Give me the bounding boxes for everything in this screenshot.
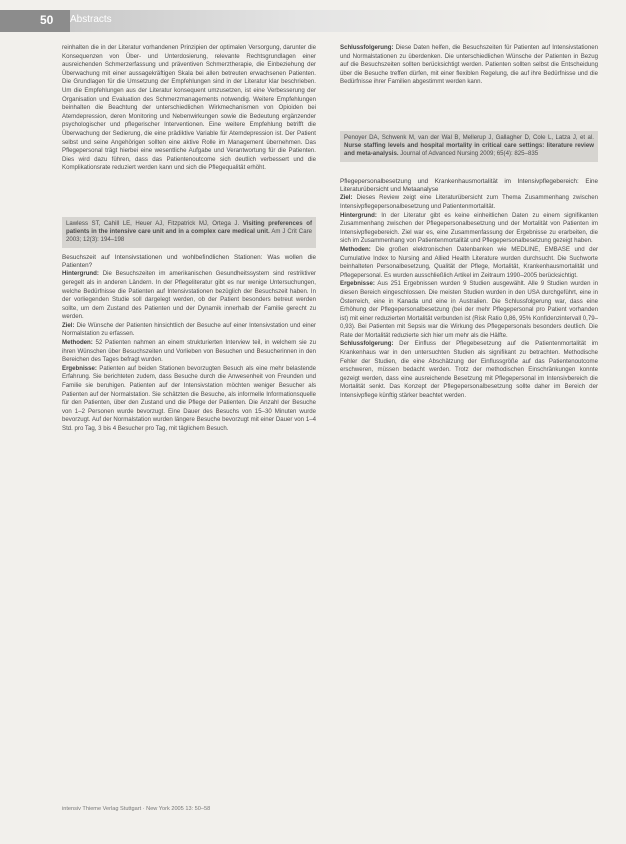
article2-title: Pflegepersonalbesetzung und Krankenhausmortalität im Intensivpflegebereich: Eine Literaturübersicht und Metaanalyse [340,177,598,193]
right-hintergrund-text: In der Literatur gibt es keine einheitlichen Daten zu einem signifikanten Zusammenhang zwischen der Pflegepersonalbesetzung und der Mortalität von Patienten im Intensivpflegebereich. Ziel war es, eine Zusammenfassung der Ergebnisse zu erarbeiten, die sich im Zusammenhang von Patientenmortalität und Pflegepersonalbesetzung gezeigt haben. [340,211,598,245]
right-schluss1-text: Diese Daten helfen, die Besuchszeiten für Patienten auf Intensivstationen und Normalstationen zu überdenken. Die unterschiedlichen Wünsche der Patienten in Bezug auf die Besuchszeiten sollten berücksichtigt werden. Patienten sollten selbst die Entscheidung über die Besuche treffen dürfen, mit einer flexiblen Regelung, die auf ihre Bedürfnisse und die Bedürfnisse ihrer Familien abgestimmt werden kann. [340,44,598,86]
left-ziel-text: Die Wünsche der Patienten hinsichtlich der Besuche auf einer Intensivstation und einer Normalstation zu erfassen. [62,321,317,338]
right-ergebnisse-label: Ergebnisse: [340,280,375,288]
left-ergebnisse [62,365,316,434]
right-methoden [340,246,598,280]
right-ziel-label: Ziel: [340,194,353,202]
article1-title: Besuchszeit auf Intensivstationen und wohlbefindlichen Stationen: Was wollen die Patienten? [62,253,316,269]
left-methoden-label: Methoden: [62,339,93,347]
right-ergebnisse-text: Aus 251 Ergebnissen wurden 9 Studien ausgewählt. Alle 9 Studien wurden in diesen Bereich eingeschlossen. Die meisten Studien wurden in den USA durchgeführt, eine in Österreich, eine in Kanada und eine in Australien. Die Schlussfolgerung war, dass eine Erhöhung der Pflegepersonalbesetzung (bei der mehr Pflegepersonal pro Patient vorhanden ist) mit einer reduzierten Mortalität verbunden ist (Risk Ratio 0,86, 95% Konfidenzintervall 0,79–0,93). Bei Patienten mit Sepsis war die Wirkung des Pflegepersonals besonders deutlich. Die Rate der Mortalität reduzierte sich hier um mehr als die Hälfte. [340,280,599,339]
right-ergebnisse [340,280,598,340]
right-schlussfolgerung-1 [340,44,598,87]
left-ziel [62,322,316,339]
right-schluss2-label: Schlussfolgerung: [340,340,394,348]
left-hintergrund-text: Die Besuchszeiten im amerikanischen Gesundheitssystem sind restriktiver geregelt als in anderen Ländern. In der Pflegeliteratur gibt es nur wenige Untersuchungen, welche Bedürfnisse die Patienten auf Intensivstationen bezüglich der Besuchszeit haben. In der vorliegenden Studie soll dargelegt werden, ob der Patient besonders betreut werden sollte, um dem Zustand des Patienten und der Dynamik innerhalb der Familie gerecht zu werden. [62,270,316,321]
right-schluss1-label: Schlussfolgerung: [340,44,394,51]
left-column [62,44,316,434]
left-ergebnisse-label: Ergebnisse: [62,364,97,372]
section-label: Abstracts [70,14,112,25]
right-schlussfolgerung-2 [340,340,598,400]
intro-paragraph: reinhalten die in der Literatur vorhandenen Prinzipien der optimalen Versorgung, darunter die Konsequenzen von Über- und Unterdosierung, relevante Rechtsgrundlagen einer ausreichenden Schmerzerfassung und präventiven Schmerztherapie, die Einbeziehung der Überwachung mit einer aussagekräftigen Skala bei allen betreuten erwachsenen Patienten. Die Grundlagen für die Umsetzung der Empfehlungen sind in der Literatur klar beschrieben. Um die Empfehlungen aus der Literatur konsequent umzusetzen, ist eine Verbesserung der Organisation und Evaluation des Schmerzmanagements notwendig. Weitere Empfehlungen beinhalten die Beachtung der unterschiedlichen Wirkmechanismen von Opioiden bei Atemdepression, deren Monitoring und Nebenwirkungen sowie die Bedeutung ergänzender psychologischer und pflegerischer Interventionen. Eine weitere Empfehlung betrifft die Überwachung der Sedierung, die eine prädiktive Variable für Atemdepression ist. Der Patient selbst und seine Angehörigen sollten eine aktive Rolle im Management übernehmen. Das Pflegepersonal trägt hierbei eine wesentliche Aufgabe und Verantwortung für die Patienten. Dies wird dazu führen, dass das Patientenoutcome sich deutlich verbessert und die Komplikationsrate reduziert werden kann und sich die Pflegequalität erhöht. [62,44,316,172]
right-ziel [340,194,598,211]
ref2-authors: Penoyer DA, Schwenk M, van der Wal B, Mellerup J, Gallagher D, Cole L, Latza J, et al. [344,133,594,141]
reference-box-1 [62,217,316,248]
page-footer: intensiv Thieme Verlag Stuttgart · New York 2005 13: 50–58 [62,806,211,812]
right-methoden-label: Methoden: [340,245,371,253]
ref1-title: Visiting preferences of patients in the intensive care unit and in a complex care medical unit. [66,219,312,236]
ref1-source: Am J Crit Care 2003; 12(3): 194–198 [66,228,313,244]
left-methoden-text: 52 Patienten nahmen an einem strukturierten Interview teil, in welchem sie zu ihren Wünschen über Besuchszeiten und Vorlieben von Besuchen und Besucherinnen in den Bereichen des Tages befragt wurden. [62,339,316,364]
right-methoden-text: Die großen elektronischen Datenbanken wie MEDLINE, EMBASE und der Cumulative Index to Nursing and Allied Health Literature wurden durchsucht. Die Suchworte beinhalteten Personalbesetzung, Qualität der Pflege, Mortalität, Krankenhausmortalität und Pflegepersonal. Es wurden ausschließlich Artikel im Zeitraum 1990–2005 berücksichtigt. [340,245,598,279]
right-hintergrund-label: Hintergrund: [340,211,377,219]
ref2-source: Journal of Advanced Nursing 2009; 65(4): 825–835 [400,150,539,158]
left-methoden [62,339,316,365]
left-ziel-label: Ziel: [62,321,75,329]
ref2-title: Nurse staffing levels and hospital mortality in critical care settings: literature review and meta-analysis. [344,142,594,158]
page-number: 50 [40,13,54,27]
right-ziel-text: Dieses Review zeigt eine Literaturübersicht zum Thema Zusammenhang zwischen Intensivpflegepersonalbesetzung und Patientenmortalität. [340,194,598,210]
left-hintergrund [62,270,316,322]
ref1-authors: Lawless ST, Cahill LE, Heuer AJ, Fitzpatrick MJ, Ortega J. [66,219,240,227]
left-ergebnisse-text: Patienten auf beiden Stationen bevorzugten Besuch als eine mehr belastende Erfahrung. Sie berichteten zudem, dass Besuche durch die Anwesenheit von Freunden und Familie sie beruhigen. Patienten auf der Intensivstation möchten weniger Besucher als Patienten auf der Normalstation. Sie schätzten die Besuche, als informelle Informationsquelle für den Patienten, über den Zustand und die Pflege der Patienten. Die Anzahl der Besuche von 1–2 Personen wurde bevorzugt. Eine Dauer des Besuchs von 15–30 Minuten wurde bevorzugt. Auf der Normalstation wurden längere Besuche bevorzugt mit einer Dauer von 1–4 Std. pro Tag, 3 bis 4 Besucher pro Tag, mit täglichem Besuch. [62,364,316,433]
right-hintergrund [340,212,598,246]
left-hintergrund-label: Hintergrund: [62,270,99,278]
right-column [340,44,598,401]
right-schluss2-text: Der Einfluss der Pflegebesetzung auf die Patientenmortalität im Krankenhaus war in den untersuchten Studien als signifikant zu betrachten. Methodische Fehler der Studien, die eine Abschätzung der Einflussgröße auf das Patientenoutcome erschweren, müssen bedacht werden. Trotz der methodischen Einschränkungen konnte gezeigt werden, dass eine ausreichende Besetzung mit Pflegepersonal im Intensivbereich die Mortalität senkt. Das Konzept der Pflegepersonalbesetzung sollte daher im Bereich der Intensivpflege künftig stärker beachtet werden. [340,340,598,400]
reference-box-2 [340,131,598,162]
